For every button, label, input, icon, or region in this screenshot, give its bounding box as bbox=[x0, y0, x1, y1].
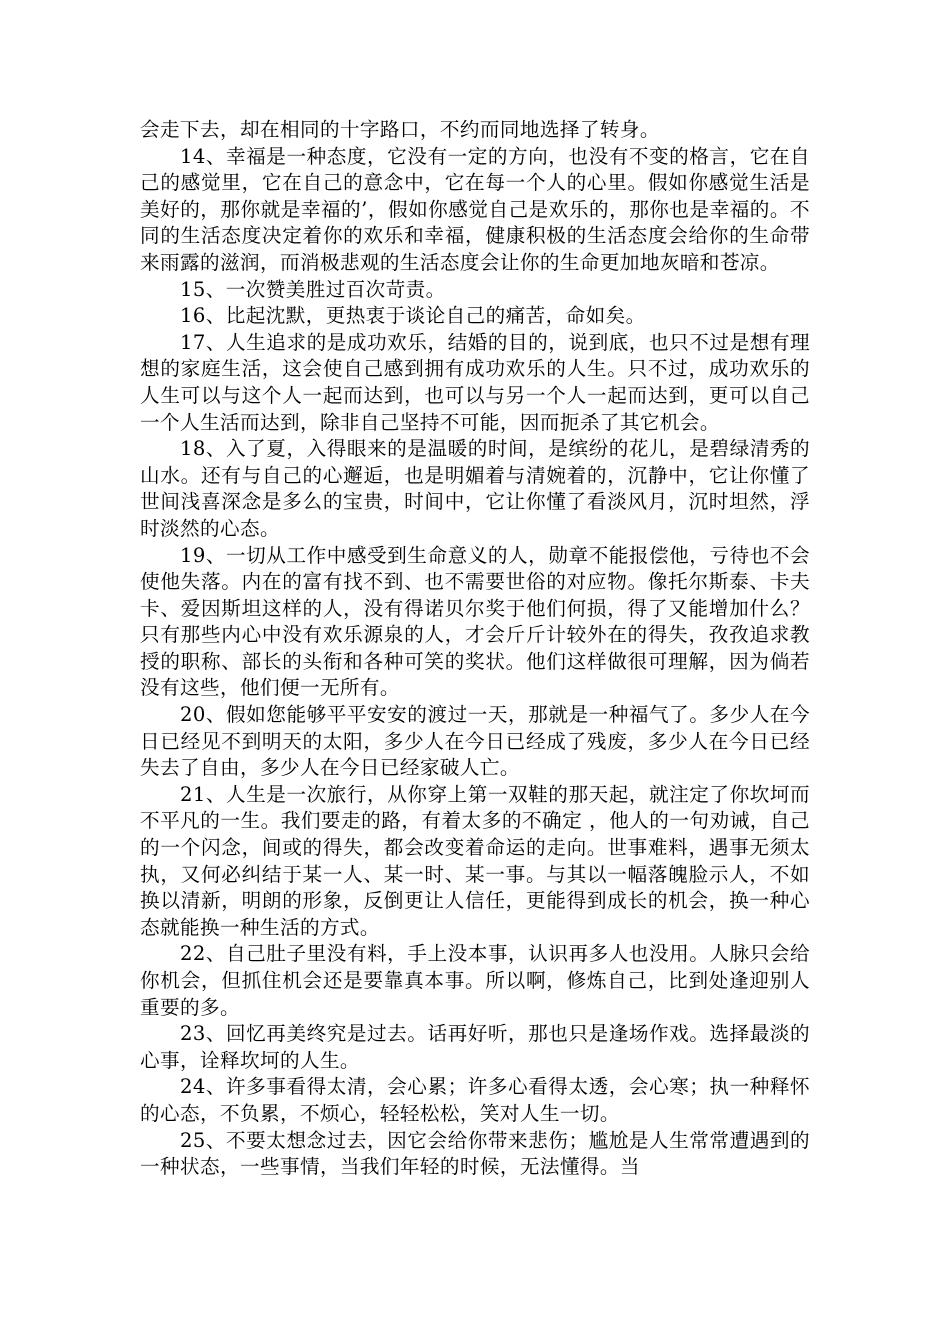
paragraph-14: 14、幸福是一种态度，它没有一定的方向，也没有不变的格言，它在自己的感觉里，它在自己的意念中，它在每一个人的心里。假如你感觉生活是美好的，那你就是幸福的’，假如你感觉自己是欢乐的，那你也是幸福的。不同的生活态度决定着你的欢乐和幸福，健康积极的生活态度会给你的生命带来雨露的滋润，而消极悲观的生活态度会让你的生命更加地灰暗和苍凉。 bbox=[140, 144, 810, 274]
paragraph-continuation: 会走下去，却在相同的十字路口，不约而同地选择了转身。 bbox=[140, 118, 660, 141]
paragraph-23: 23、回忆再美终究是过去。话再好听，那也只是逢场作戏。选择最淡的心事，诠释坎坷的人生。 bbox=[140, 1022, 810, 1072]
paragraph-25: 25、不要太想念过去，因它会给你带来悲伤；尴尬是人生常常遭遇到的一种状态，一些事情，当我们年轻的时候，无法懂得。当 bbox=[140, 1128, 810, 1179]
paragraph-15: 15、一次赞美胜过百次苛责。 bbox=[180, 277, 446, 301]
paragraph-20: 20、假如您能够平平安安的渡过一天，那就是一种福气了。多少人在今日已经见不到明天的太阳，多少人在今日已经成了残废，多少人在今日已经失去了自由，多少人在今日已经家破人亡。 bbox=[140, 703, 810, 780]
paragraph-24: 24、许多事看得太清，会心累；许多心看得太透，会心寒；执一种释怀的心态，不负累，不烦心，轻轻松松，笑对人生一切。 bbox=[140, 1075, 810, 1125]
paragraph-17: 17、人生追求的是成功欢乐，结婚的目的，说到底，也只不过是想有理想的家庭生活，这会使自己感到拥有成功欢乐的人生。只不过，成功欢乐的人生可以与这个人一起而达到，也可以与另一个人一起而达到，更可以自己一个人生活而达到，除非自己坚持不可能，因而扼杀了其它机会。 bbox=[140, 330, 810, 434]
paragraph-16: 16、比起沈默，更热衷于谈论自己的痛苦，命如矣。 bbox=[180, 304, 646, 328]
paragraph-18: 18、入了夏，入得眼来的是温暖的时间，是缤纷的花儿，是碧绿清秀的山水。还有与自己的心邂逅，也是明媚着与清婉着的，沉静中，它让你懂了世间浅喜深念是多么的宝贵，时间中，它让你懂了看淡风月，沉时坦然，浮时淡然的心态。 bbox=[140, 437, 810, 540]
paragraph-19: 19、一切从工作中感受到生命意义的人，勋章不能报偿他，亏待也不会使他失落。内在的富有找不到、也不需要世俗的对应物。像托尔斯泰、卡夫卡、爱因斯坦这样的人，没有得诺贝尔奖于他们何损，得了又能增加什么？只有那些内心中没有欢乐源泉的人，才会斤斤计较外在的得失，孜孜追求教授的职称、部长的头衔和各种可笑的奖状。他们这样做很可理解，因为倘若没有这些，他们便一无所有。 bbox=[140, 543, 810, 700]
paragraph-22: 22、自己肚子里没有料，手上没本事，认识再多人也没用。人脉只会给你机会，但抓住机会还是要靠真本事。所以啊，修炼自己，比到处逢迎别人重要的多。 bbox=[140, 942, 810, 1019]
paragraph-21: 21、人生是一次旅行，从你穿上第一双鞋的那天起，就注定了你坎坷而不平凡的一生。我们要走的路，有着太多的不确定 ，他人的一句劝诫，自己的一个闪念，间或的得失，都会改变着命运的走向。世事难料，遇事无须太执，又何必纠结于某一人、某一时、某一事。与其以一幅落魄脸示人，不如换以清新，明朗的形象，反倒更让人信任，更能得到成长的机会，换一种心态就能换一种生活的方式。 bbox=[140, 782, 810, 939]
document-body bbox=[140, 117, 810, 1181]
